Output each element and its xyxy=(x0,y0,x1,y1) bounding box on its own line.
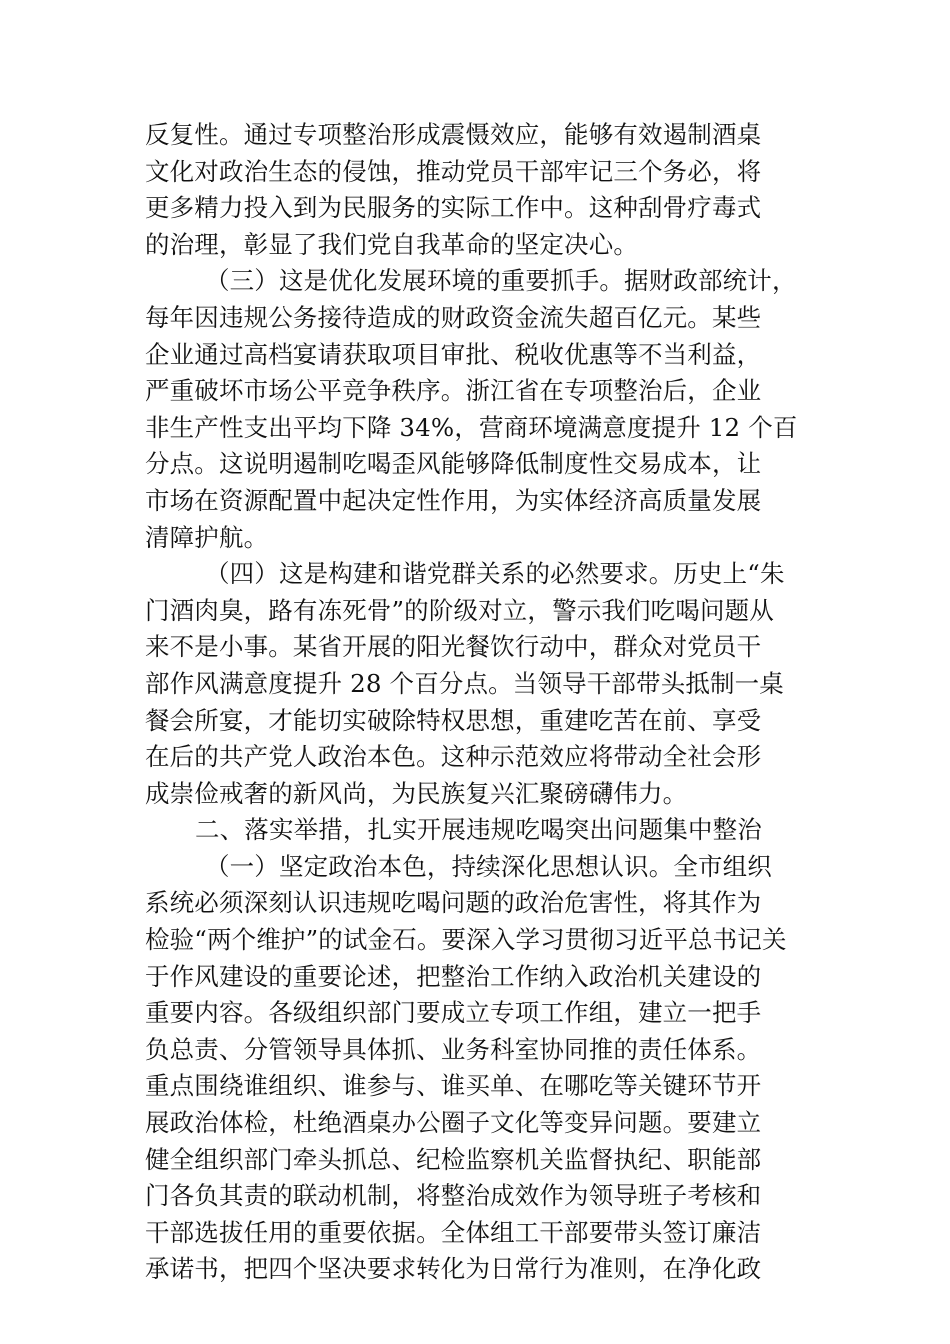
text-line: 干部选拔任用的重要依据。全体组工干部要带头签订廉洁 xyxy=(145,1217,762,1247)
text-line: 每年因违规公务接待造成的财政资金流失超百亿元。某些 xyxy=(145,302,762,332)
text-line: 门酒肉臭，路有冻死骨”的阶级对立，警示我们吃喝问题从 xyxy=(145,595,774,625)
text-line: 清障护航。 xyxy=(145,522,269,552)
text-line: 的治理，彰显了我们党自我革命的坚定决心。 xyxy=(145,229,638,259)
text-line: 负总责、分管领导具体抓、业务科室协同推的责任体系。 xyxy=(145,1034,762,1064)
document-body xyxy=(145,117,805,1288)
text-line: 于作风建设的重要论述，把整治工作纳入政治机关建设的 xyxy=(145,961,762,991)
text-line: 来不是小事。某省开展的阳光餐饮行动中，群众对党员干 xyxy=(145,632,762,662)
paragraph-start-line: （三）这是优化发展环境的重要抓手。据财政部统计， xyxy=(205,266,797,296)
text-line: 承诺书，把四个坚决要求转化为日常行为准则，在净化政 xyxy=(145,1254,762,1284)
text-line: 文化对政治生态的侵蚀，推动党员干部牢记三个务必，将 xyxy=(145,156,762,186)
text-line: 更多精力投入到为民服务的实际工作中。这种刮骨疗毒式 xyxy=(145,193,762,223)
text-line: 重点围绕谁组织、谁参与、谁买单、在哪吃等关键环节开 xyxy=(145,1071,762,1101)
text-line: 部作风满意度提升 28 个百分点。当领导干部带头抵制一桌 xyxy=(145,668,784,698)
paragraph-start-line: （四）这是构建和谐党群关系的必然要求。历史上“朱 xyxy=(205,559,785,589)
text-line: 严重破坏市场公平竞争秩序。浙江省在专项整治后，企业 xyxy=(145,376,762,406)
text-line: 成崇俭戒奢的新风尚，为民族复兴汇聚磅礴伟力。 xyxy=(145,778,688,808)
text-line: 分点。这说明遏制吃喝歪风能够降低制度性交易成本，让 xyxy=(145,449,762,479)
section-heading: 二、落实举措，扎实开展违规吃喝突出问题集中整治 xyxy=(195,815,762,845)
text-line: 重要内容。各级组织部门要成立专项工作组，建立一把手 xyxy=(145,998,762,1028)
text-line: 反复性。通过专项整治形成震慑效应，能够有效遏制酒桌 xyxy=(145,120,762,149)
text-line: 系统必须深刻认识违规吃喝问题的政治危害性，将其作为 xyxy=(145,888,762,918)
text-line: 餐会所宴，才能切实破除特权思想，重建吃苦在前、享受 xyxy=(145,705,762,735)
text-line: 展政治体检，杜绝酒桌办公圈子文化等变异问题。要建立 xyxy=(145,1108,762,1138)
paragraph-start-line: （一）坚定政治本色，持续深化思想认识。全市组织 xyxy=(205,851,772,881)
text-line: 市场在资源配置中起决定性作用，为实体经济高质量发展 xyxy=(145,485,762,515)
text-line: 在后的共产党人政治本色。这种示范效应将带动全社会形 xyxy=(145,742,762,772)
text-line: 企业通过高档宴请获取项目审批、税收优惠等不当利益， xyxy=(145,339,762,369)
text-line: 检验“两个维护”的试金石。要深入学习贯彻习近平总书记关 xyxy=(145,925,787,955)
text-line: 健全组织部门牵头抓总、纪检监察机关监督执纪、职能部 xyxy=(145,1144,762,1174)
text-line: 非生产性支出平均下降 34%，营商环境满意度提升 12 个百 xyxy=(145,412,798,442)
text-line: 门各负其责的联动机制，将整治成效作为领导班子考核和 xyxy=(145,1181,762,1211)
